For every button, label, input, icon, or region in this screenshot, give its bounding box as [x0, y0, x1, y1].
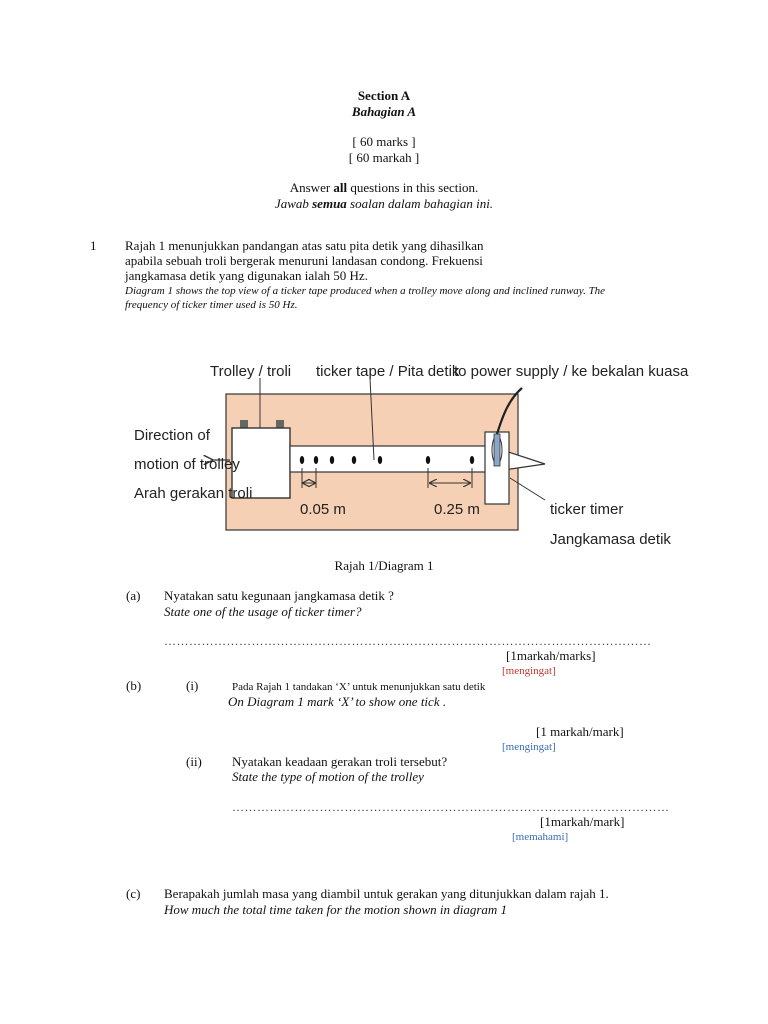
q1-text-en-line: Diagram 1 shows the top view of a ticker tape produced when a trolley move along and inclined runway. The: [125, 285, 606, 297]
label-ticker-timer: ticker timer: [550, 501, 624, 518]
label-distance-2: 0.25 m: [434, 501, 480, 518]
part-a-answer-line[interactable]: ………………………………………………………………………………………………………: [164, 634, 652, 648]
label-power-supply: to power supply / ke bekalan kuasa: [454, 363, 689, 380]
instruction-en-text: Answer: [289, 180, 334, 195]
tick-dot: [426, 456, 430, 464]
label-direction-line: Arah gerakan troli: [134, 485, 253, 502]
part-a-label: (a): [126, 588, 141, 603]
label-jangkamasa-detik: Jangkamasa detik: [550, 531, 671, 548]
label-direction-line: motion of trolley: [134, 456, 240, 473]
tick-dot: [314, 456, 318, 464]
label-direction-line: Direction of: [134, 427, 210, 444]
part-b-ii-label: (ii): [186, 754, 202, 769]
instruction-ms-text: Jawab: [274, 196, 313, 211]
part-b-ii-text-en: State the type of motion of the trolley: [232, 769, 424, 784]
diagram-caption: Rajah 1/Diagram 1: [334, 558, 434, 573]
part-a-level: [mengingat]: [502, 665, 556, 677]
part-b-ii-marks: [1markah/mark]: [540, 814, 625, 829]
part-c-text-ms: Berapakah jumlah masa yang diambil untuk gerakan yang ditunjukkan dalam rajah 1.: [164, 886, 609, 901]
tick-dot: [330, 456, 334, 464]
q1-text-ms-line: apabila sebuah troli bergerak menuruni landasan condong. Frekuensi: [125, 253, 483, 268]
total-marks-ms: [ 60 markah ]: [348, 150, 420, 165]
instruction-ms: [0, 196, 768, 212]
part-b-i-level: [mengingat]: [502, 741, 556, 753]
part-b-i-marks: [1 markah/mark]: [536, 724, 624, 739]
part-b-i-text-en: On Diagram 1 mark ‘X’ to show one tick .: [228, 694, 447, 709]
tick-dot: [352, 456, 356, 464]
label-trolley: Trolley / troli: [210, 363, 292, 380]
part-b-ii-level: [memahami]: [512, 831, 569, 843]
part-a-marks: [1markah/marks]: [506, 648, 596, 663]
tick-dot: [300, 456, 304, 464]
part-b-i-label: (i): [186, 678, 199, 693]
part-b-ii-text-ms: Nyatakan keadaan gerakan troli tersebut?: [232, 754, 448, 769]
part-c-text-en: How much the total time taken for the motion shown in diagram 1: [164, 902, 508, 917]
ticker-tape-diagram: [134, 328, 689, 556]
q1-text-ms-line: jangkamasa detik yang digunakan ialah 50 Hz.: [125, 268, 368, 283]
instruction-ms-text: soalan dalam bahagian ini.: [346, 196, 494, 211]
ticker-timer-arm: [494, 434, 500, 466]
q1-text-ms-line: Rajah 1 menunjukkan pandangan atas satu pita detik yang dihasilkan: [125, 238, 484, 253]
instruction-en: [0, 180, 768, 196]
part-a-text-en: State one of the usage of ticker timer?: [164, 604, 362, 619]
part-a-text-ms: Nyatakan satu kegunaan jangkamasa detik ?: [164, 588, 394, 603]
part-b-ii-answer-line[interactable]: ……………………………………………………………………………………………: [232, 800, 670, 814]
ticker-tape: [290, 446, 490, 472]
section-title-malay: Bahagian A: [351, 104, 417, 119]
total-marks-en: [ 60 marks ]: [352, 134, 416, 149]
section-title: Section A: [357, 88, 411, 103]
question-number: 1: [90, 238, 97, 253]
instruction-en-text: questions in this section.: [347, 180, 479, 195]
instruction-en-bold: all: [333, 180, 348, 195]
label-ticker-tape: ticker tape / Pita detik: [316, 363, 460, 380]
part-b-i-text-ms: Pada Rajah 1 tandakan ‘X’ untuk menunjukkan satu detik: [232, 681, 486, 693]
part-b-label: (b): [126, 678, 142, 693]
part-c-label: (c): [126, 886, 141, 901]
label-distance-1: 0.05 m: [300, 501, 346, 518]
instruction-ms-bold: semua: [312, 196, 347, 211]
tick-dot: [470, 456, 474, 464]
tick-dot: [378, 456, 382, 464]
q1-text-en-line: frequency of ticker timer used is 50 Hz.: [125, 299, 298, 311]
